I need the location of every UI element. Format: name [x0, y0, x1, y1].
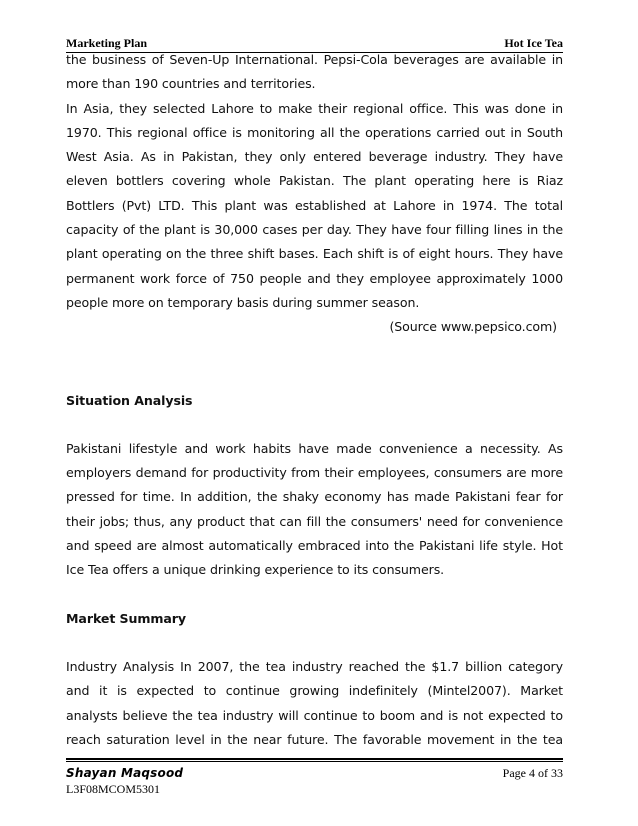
course-code: L3F08MCOM5301	[66, 782, 161, 796]
source-citation: (Source www.pepsico.com)	[389, 319, 557, 335]
situation-analysis-heading: Situation Analysis	[66, 392, 193, 408]
header-product: Hot Ice Tea	[504, 36, 563, 50]
intro-line-1: the business of Seven-Up International. Pepsi-Cola beverages are available in	[66, 52, 563, 67]
header-title: Marketing Plan	[66, 36, 147, 50]
situation-analysis-paragraph: Pakistani lifestyle and work habits have made convenience a necessity. As employers demand for productivity from their employees, consumers are more pressed for time. In addition, the shaky economy has made Pakistani fear for their jobs; thus, any product that can fill the consumers' need for convenience and speed are almost automatically embraced into the Pakistani life style. Hot Ice Tea offers a unique drinking experience to its consumers.	[66, 440, 563, 578]
intro-line-2: more than 190 countries and territories.	[66, 76, 316, 92]
document-body	[66, 48, 563, 752]
footer-divider	[66, 758, 563, 760]
footer-divider-thin	[66, 761, 563, 762]
author-name: Shayan Maqsood	[66, 766, 184, 780]
page-number: Page 4 of 33	[502, 766, 563, 780]
market-summary-paragraph: Industry Analysis In 2007, the tea industry reached the $1.7 billion category and it is expected to continue growing indefinitely (Mintel2007). Market analysts believe the tea industry will continue to boom and is not expected to reach saturation level in the near future. The favorable movement in the tea	[66, 658, 563, 747]
regional-office-paragraph: In Asia, they selected Lahore to make their regional office. This was done in 1970. This regional office is monitoring all the operations carried out in South West Asia. As in Pakistan, they only entered beverage industry. They have eleven bottlers covering whole Pakistan. The plant operating here is Riaz Bottlers (Pvt) LTD. This plant was established at Lahore in 1974. The total capacity of the plant is 30,000 cases per day. They have four filling lines in the plant operating on the three shift bases. Each shift is of eight hours. They have permanent work force of 750 people and they employee approximately 1000 people more on temporary basis during summer season.	[66, 100, 563, 310]
market-summary-heading: Market Summary	[66, 610, 187, 626]
